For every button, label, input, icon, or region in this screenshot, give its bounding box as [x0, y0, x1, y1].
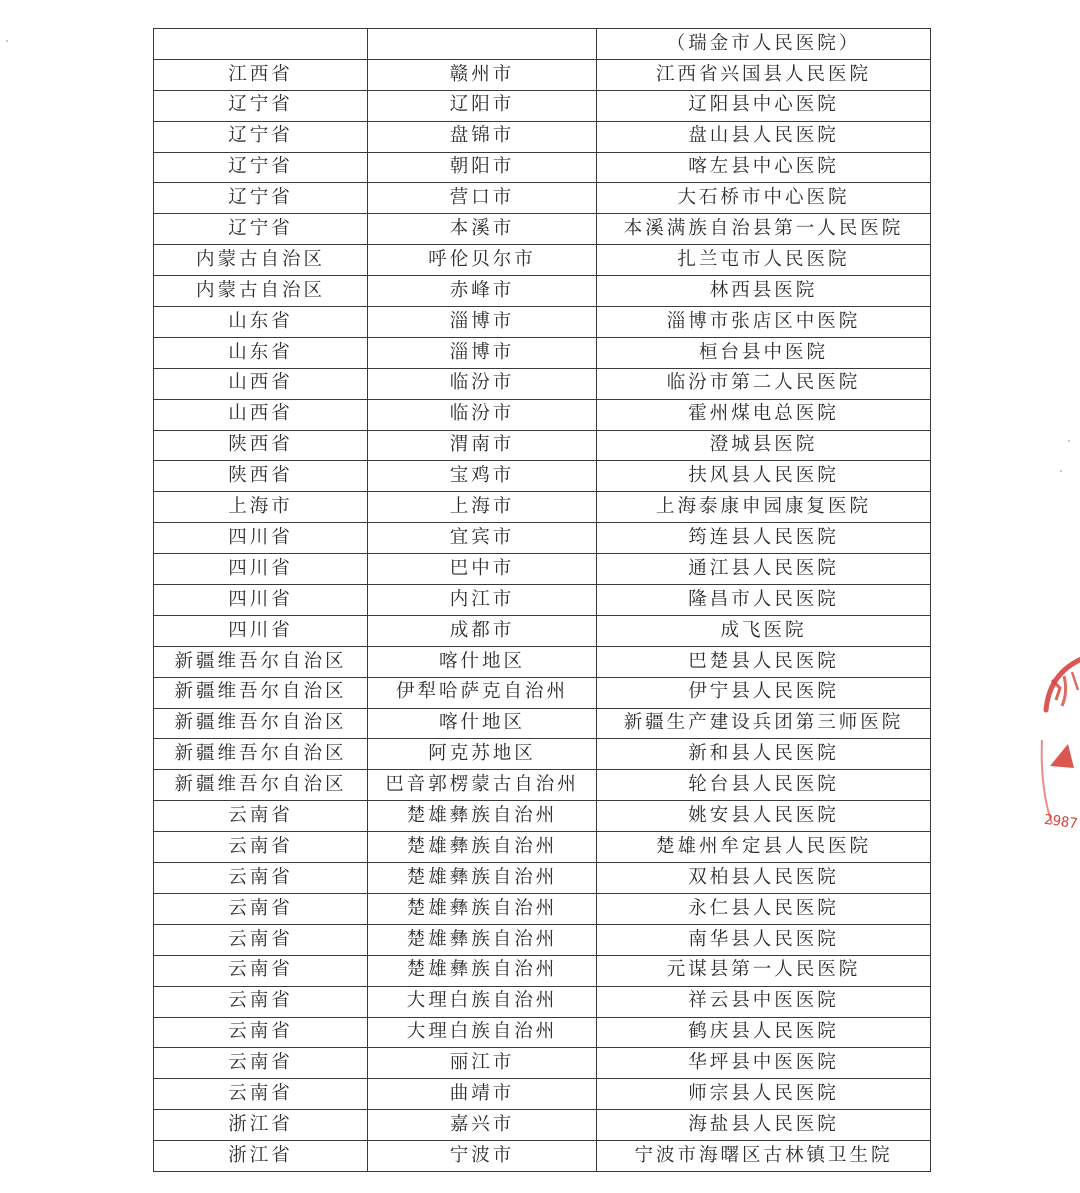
table-row: [154, 801, 931, 832]
province-cell: 陕西省: [154, 430, 368, 461]
table-row: [154, 276, 931, 307]
table-row: [154, 492, 931, 523]
hospital-cell: 双柏县人民医院: [597, 863, 931, 894]
province-cell: 辽宁省: [154, 214, 368, 245]
hospital-cell: 华坪县中医医院: [597, 1048, 931, 1079]
city-cell: 宜宾市: [368, 523, 597, 554]
province-cell: 辽宁省: [154, 183, 368, 214]
city-cell: 朝阳市: [368, 152, 597, 183]
city-cell: 辽阳市: [368, 90, 597, 121]
hospital-cell: 师宗县人民医院: [597, 1079, 931, 1110]
table-row: [154, 152, 931, 183]
hospital-cell: （瑞金市人民医院）: [597, 29, 931, 60]
table-row: [154, 245, 931, 276]
province-cell: 内蒙古自治区: [154, 245, 368, 276]
table-row: [154, 1017, 931, 1048]
province-cell: 四川省: [154, 585, 368, 616]
province-cell: 云南省: [154, 924, 368, 955]
hospital-cell: 楚雄州牟定县人民医院: [597, 832, 931, 863]
table-row: [154, 646, 931, 677]
province-cell: 四川省: [154, 523, 368, 554]
city-cell: 赤峰市: [368, 276, 597, 307]
province-cell: 新疆维吾尔自治区: [154, 739, 368, 770]
province-cell: 云南省: [154, 1017, 368, 1048]
city-cell: 上海市: [368, 492, 597, 523]
city-cell: 楚雄彝族自治州: [368, 863, 597, 894]
hospital-cell: 临汾市第二人民医院: [597, 368, 931, 399]
city-cell: 喀什地区: [368, 708, 597, 739]
hospital-cell: 澄城县医院: [597, 430, 931, 461]
province-cell: 云南省: [154, 893, 368, 924]
province-cell: 云南省: [154, 832, 368, 863]
table-row: [154, 430, 931, 461]
hospital-cell: 南华县人民医院: [597, 924, 931, 955]
table-row: [154, 214, 931, 245]
province-cell: 四川省: [154, 554, 368, 585]
hospital-cell: 海盐县人民医院: [597, 1110, 931, 1141]
city-cell: 盘锦市: [368, 121, 597, 152]
province-cell: 云南省: [154, 801, 368, 832]
city-cell: 伊犁哈萨克自治州: [368, 677, 597, 708]
province-cell: 内蒙古自治区: [154, 276, 368, 307]
table-row: [154, 183, 931, 214]
city-cell: 丽江市: [368, 1048, 597, 1079]
table-row: [154, 585, 931, 616]
province-cell: 上海市: [154, 492, 368, 523]
hospital-cell: 新和县人民医院: [597, 739, 931, 770]
table-row: [154, 1048, 931, 1079]
hospital-cell: 祥云县中医医院: [597, 986, 931, 1017]
official-seal-stamp: [1038, 648, 1080, 860]
hospital-cell: 筠连县人民医院: [597, 523, 931, 554]
province-cell: 云南省: [154, 1079, 368, 1110]
seal-number-text: 2987: [1043, 811, 1079, 833]
city-cell: 成都市: [368, 615, 597, 646]
province-cell: 云南省: [154, 863, 368, 894]
table-row: [154, 615, 931, 646]
city-cell: 楚雄彝族自治州: [368, 955, 597, 986]
scan-speck: [6, 40, 8, 42]
table-row: [154, 739, 931, 770]
hospital-cell: 新疆生产建设兵团第三师医院: [597, 708, 931, 739]
hospital-cell: 桓台县中医院: [597, 337, 931, 368]
table-row: [154, 399, 931, 430]
province-cell: 山西省: [154, 368, 368, 399]
hospital-cell: 宁波市海曙区古林镇卫生院: [597, 1141, 931, 1172]
city-cell: 楚雄彝族自治州: [368, 832, 597, 863]
province-cell: 山东省: [154, 337, 368, 368]
city-cell: 巴中市: [368, 554, 597, 585]
table-row: [154, 863, 931, 894]
hospital-cell: 成飞医院: [597, 615, 931, 646]
province-cell: 新疆维吾尔自治区: [154, 677, 368, 708]
hospital-cell: 辽阳县中心医院: [597, 90, 931, 121]
table-row: [154, 523, 931, 554]
table-row: [154, 677, 931, 708]
table-row: [154, 337, 931, 368]
city-cell: 楚雄彝族自治州: [368, 801, 597, 832]
hospital-cell: 大石桥市中心医院: [597, 183, 931, 214]
province-cell: 辽宁省: [154, 90, 368, 121]
table-row: [154, 1110, 931, 1141]
city-cell: 嘉兴市: [368, 1110, 597, 1141]
city-cell: 阿克苏地区: [368, 739, 597, 770]
province-cell: 辽宁省: [154, 152, 368, 183]
province-cell: 浙江省: [154, 1141, 368, 1172]
hospital-cell: 扶风县人民医院: [597, 461, 931, 492]
city-cell: 淄博市: [368, 337, 597, 368]
hospital-list-table: [153, 28, 931, 1172]
hospital-cell: 鹤庆县人民医院: [597, 1017, 931, 1048]
city-cell: 内江市: [368, 585, 597, 616]
hospital-cell: 永仁县人民医院: [597, 893, 931, 924]
table-row: [154, 59, 931, 90]
table-row: [154, 307, 931, 338]
table-row: [154, 986, 931, 1017]
hospital-cell: 扎兰屯市人民医院: [597, 245, 931, 276]
table-row: [154, 924, 931, 955]
province-cell: 山西省: [154, 399, 368, 430]
table-row: [154, 955, 931, 986]
city-cell: 赣州市: [368, 59, 597, 90]
province-cell: 云南省: [154, 955, 368, 986]
hospital-cell: 伊宁县人民医院: [597, 677, 931, 708]
province-cell: 陕西省: [154, 461, 368, 492]
province-cell: 云南省: [154, 1048, 368, 1079]
city-cell: 楚雄彝族自治州: [368, 893, 597, 924]
table-row: [154, 1079, 931, 1110]
table-row: [154, 1141, 931, 1172]
city-cell: 楚雄彝族自治州: [368, 924, 597, 955]
hospital-cell: 巴楚县人民医院: [597, 646, 931, 677]
table-body: [154, 29, 931, 1172]
table-row: [154, 29, 931, 60]
table-row: [154, 832, 931, 863]
hospital-cell: 上海泰康申园康复医院: [597, 492, 931, 523]
city-cell: 淄博市: [368, 307, 597, 338]
scan-speck: [1060, 470, 1062, 472]
city-cell: 呼伦贝尔市: [368, 245, 597, 276]
hospital-cell: 林西县医院: [597, 276, 931, 307]
table-row: [154, 90, 931, 121]
hospital-cell: 轮台县人民医院: [597, 770, 931, 801]
table-row: [154, 893, 931, 924]
city-cell: 巴音郭楞蒙古自治州: [368, 770, 597, 801]
table-row: [154, 461, 931, 492]
city-cell: 喀什地区: [368, 646, 597, 677]
city-cell: [368, 29, 597, 60]
hospital-cell: 通江县人民医院: [597, 554, 931, 585]
province-cell: 新疆维吾尔自治区: [154, 770, 368, 801]
table-row: [154, 554, 931, 585]
city-cell: 本溪市: [368, 214, 597, 245]
table-row: [154, 368, 931, 399]
hospital-cell: 本溪满族自治县第一人民医院: [597, 214, 931, 245]
table-row: [154, 121, 931, 152]
hospital-cell: 盘山县人民医院: [597, 121, 931, 152]
table-row: [154, 770, 931, 801]
province-cell: [154, 29, 368, 60]
hospital-cell: 元谋县第一人民医院: [597, 955, 931, 986]
city-cell: 临汾市: [368, 399, 597, 430]
city-cell: 大理白族自治州: [368, 986, 597, 1017]
hospital-cell: 隆昌市人民医院: [597, 585, 931, 616]
hospital-cell: 江西省兴国县人民医院: [597, 59, 931, 90]
scan-speck: [1068, 440, 1070, 442]
province-cell: 四川省: [154, 615, 368, 646]
city-cell: 临汾市: [368, 368, 597, 399]
province-cell: 云南省: [154, 986, 368, 1017]
city-cell: 宝鸡市: [368, 461, 597, 492]
hospital-cell: 姚安县人民医院: [597, 801, 931, 832]
hospital-cell: 霍州煤电总医院: [597, 399, 931, 430]
city-cell: 曲靖市: [368, 1079, 597, 1110]
province-cell: 新疆维吾尔自治区: [154, 708, 368, 739]
city-cell: 大理白族自治州: [368, 1017, 597, 1048]
province-cell: 江西省: [154, 59, 368, 90]
province-cell: 浙江省: [154, 1110, 368, 1141]
table-row: [154, 708, 931, 739]
city-cell: 宁波市: [368, 1141, 597, 1172]
hospital-cell: 喀左县中心医院: [597, 152, 931, 183]
province-cell: 新疆维吾尔自治区: [154, 646, 368, 677]
province-cell: 山东省: [154, 307, 368, 338]
hospital-cell: 淄博市张店区中医院: [597, 307, 931, 338]
city-cell: 渭南市: [368, 430, 597, 461]
province-cell: 辽宁省: [154, 121, 368, 152]
city-cell: 营口市: [368, 183, 597, 214]
